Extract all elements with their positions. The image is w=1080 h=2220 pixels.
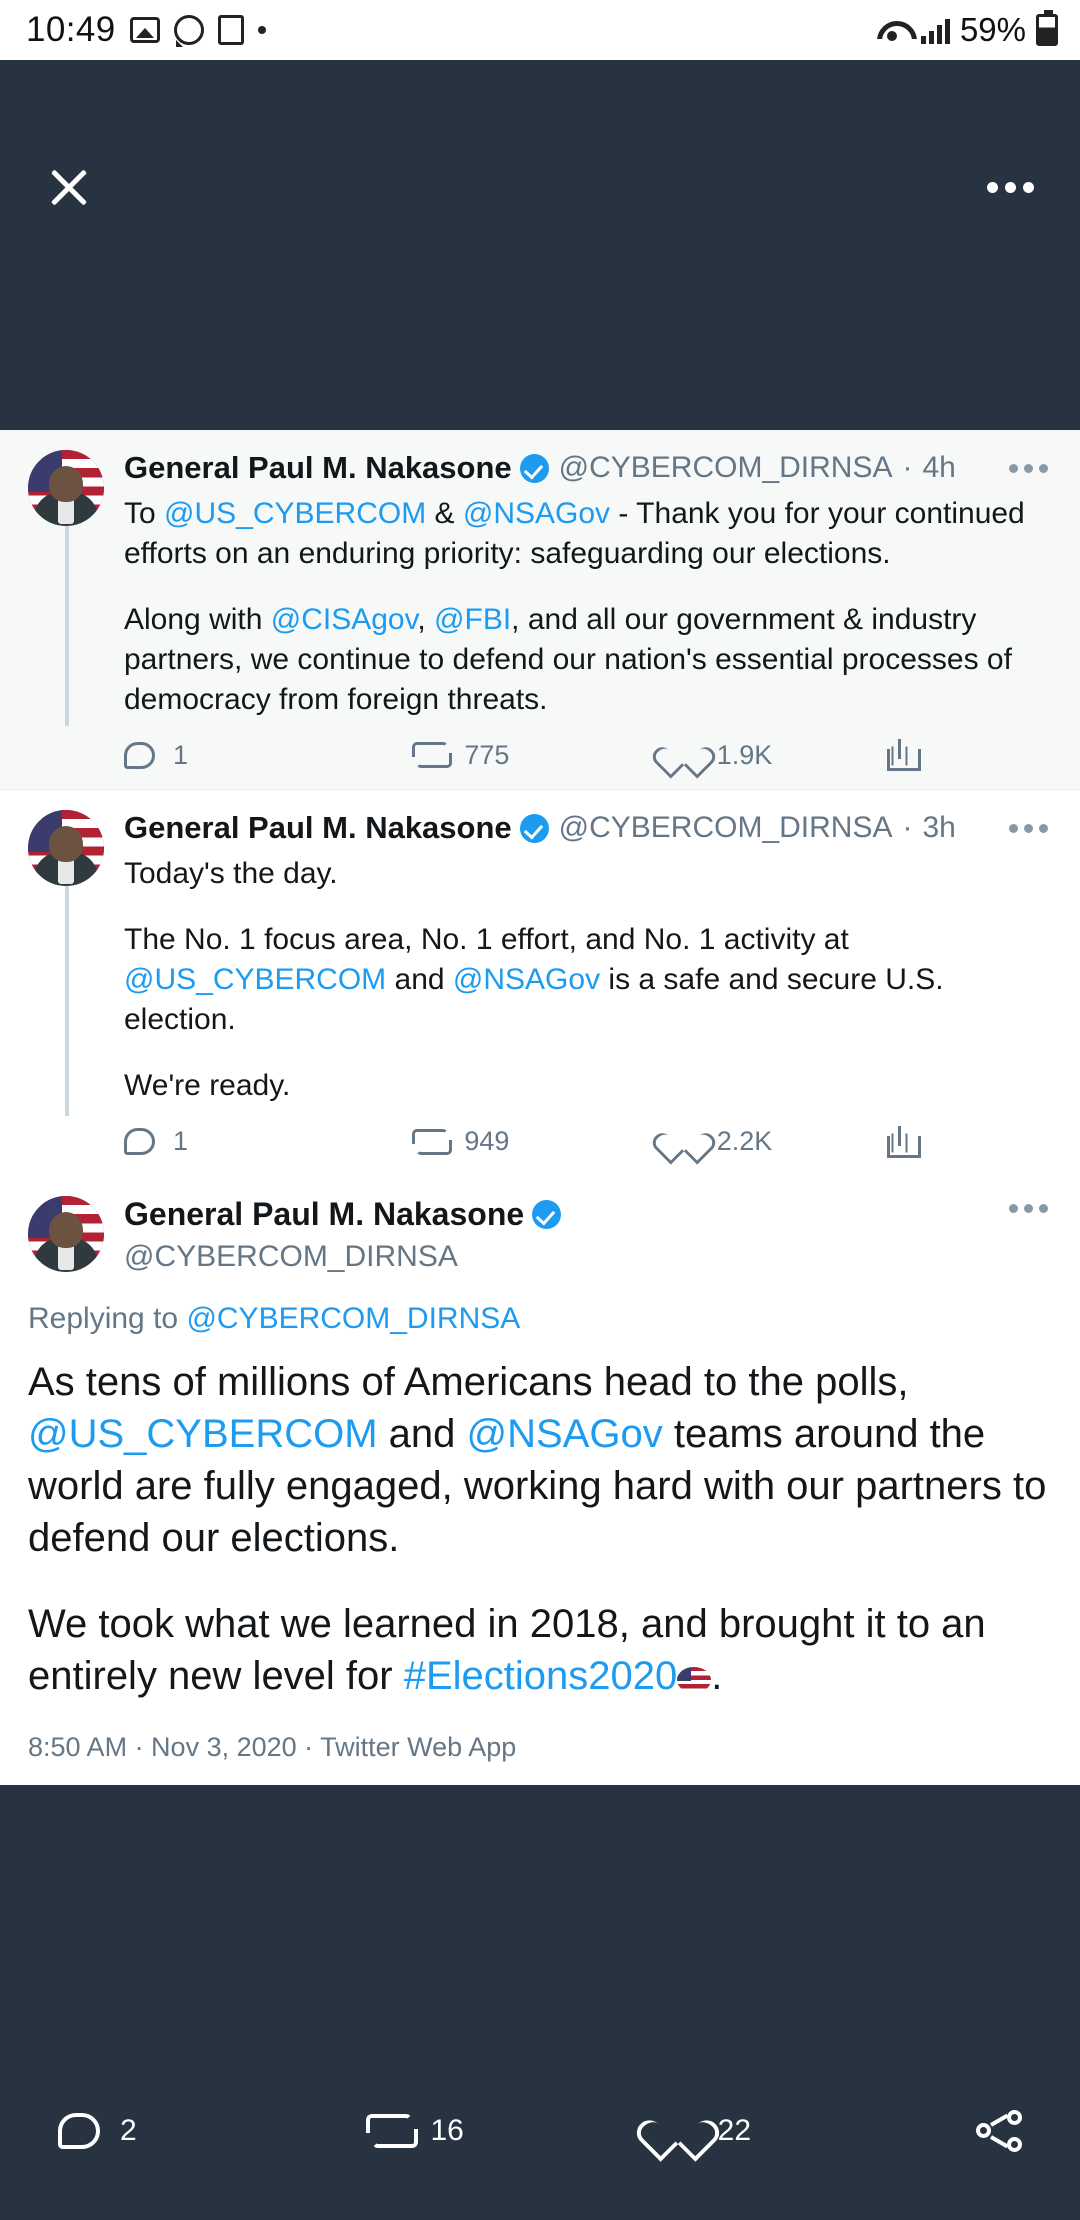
reply-button[interactable] [124, 740, 412, 771]
tweet-more-icon[interactable] [1009, 1204, 1052, 1274]
reply-count: 1 [173, 1126, 189, 1157]
tweet-ancestor-1[interactable] [0, 430, 1080, 790]
share-icon [887, 1126, 915, 1158]
tweet-paragraph: The No. 1 focus area, No. 1 effort, and No. 1 activity at @US_CYBERCOM and @NSAGov is a safe and secure U.S. election. [124, 923, 944, 1037]
like-count: 2.2K [716, 1126, 773, 1157]
like-button[interactable] [667, 1126, 887, 1157]
image-icon [130, 17, 160, 43]
author-name: General Paul M. Nakasone [124, 1195, 525, 1232]
reply-button[interactable] [124, 1126, 412, 1157]
close-icon[interactable] [46, 165, 90, 209]
dot-icon [258, 26, 266, 34]
author-handle: @CYBERCOM_DIRNSA [558, 811, 893, 845]
tweet-actions [124, 739, 1052, 789]
reply-icon [124, 742, 155, 769]
verified-badge-icon [520, 814, 549, 843]
focused-tweet-actions [0, 2071, 1080, 2191]
app-header [0, 60, 1080, 430]
mention-link[interactable]: @US_CYBERCOM [28, 1411, 378, 1456]
hashtag-link[interactable]: #Elections2020 [403, 1653, 678, 1698]
tweet-header [124, 810, 1052, 846]
whatsapp-icon [174, 15, 204, 45]
thread-connector [65, 886, 69, 1116]
text-run: . [711, 1653, 723, 1698]
share-icon [887, 739, 915, 771]
wifi-icon [877, 17, 911, 43]
reply-icon [58, 2113, 100, 2149]
tweet-paragraph [28, 1598, 1052, 1702]
avatar[interactable] [28, 810, 104, 886]
tweet-paragraph: To @US_CYBERCOM & @NSAGov - Thank you for your continued efforts on an enduring priority: safeguarding our elections. [124, 497, 1025, 570]
tweet-more-icon[interactable] [1009, 824, 1052, 833]
author-name: General Paul M. Nakasone [124, 450, 512, 485]
heart-icon [656, 2112, 698, 2150]
status-bar [0, 0, 1080, 60]
like-count: 22 [717, 2113, 752, 2147]
text-run: and [377, 1411, 467, 1456]
retweet-icon [412, 1129, 446, 1155]
clock: 10:49 [26, 10, 116, 49]
heart-icon [667, 1127, 699, 1156]
tweet-time: 4h [922, 451, 956, 484]
tweet-header [124, 450, 1052, 486]
battery-percent: 59% [959, 11, 1026, 48]
tweet-paragraph: Today's the day. [124, 857, 338, 891]
retweet-icon [412, 742, 446, 768]
replying-to-handle[interactable]: @CYBERCOM_DIRNSA [186, 1301, 521, 1335]
heart-icon [667, 741, 699, 770]
tweet-separator: · [902, 451, 913, 484]
author-handle: @CYBERCOM_DIRNSA [558, 451, 893, 484]
us-flag-emoji-icon [677, 1667, 711, 1693]
replying-to-prefix: Replying to [28, 1301, 179, 1335]
retweet-button[interactable] [412, 740, 666, 771]
retweet-button[interactable] [412, 1126, 666, 1157]
tweet-paragraph: Along with @CISAgov, @FBI, and all our government & industry partners, we continue to defend our nation's essential processes of democracy from foreign threats. [124, 602, 1012, 716]
tweet-time: 3h [922, 811, 956, 845]
tweet-timestamp: 8:50 AM · Nov 3, 2020 · Twitter Web App [28, 1731, 517, 1762]
tweet-ancestor-2[interactable] [0, 790, 1080, 1175]
signal-icon [921, 16, 950, 44]
more-options-icon[interactable] [987, 182, 1034, 193]
bottom-spacer [0, 1785, 1080, 2071]
avatar[interactable] [28, 450, 104, 526]
focused-tweet-header [28, 1196, 1052, 1274]
text-run: We took what we learned in 2018, and brought it to an entirely new level for [28, 1601, 986, 1698]
replying-to [28, 1302, 1052, 1336]
tweet-paragraph: We're ready. [124, 1069, 291, 1103]
retweet-button[interactable] [366, 2114, 655, 2148]
tweet-more-icon[interactable] [1009, 464, 1052, 473]
like-button[interactable] [667, 740, 887, 771]
tweet-thread [0, 430, 1080, 1785]
verified-badge-icon [532, 1200, 561, 1229]
document-icon [218, 15, 244, 45]
tweet-text [124, 494, 1052, 719]
tweet-separator: · [902, 811, 913, 845]
avatar[interactable] [28, 1196, 104, 1272]
share-button[interactable] [926, 2110, 1022, 2152]
reply-count: 1 [173, 739, 189, 770]
tweet-text [124, 854, 1052, 1105]
author-block[interactable] [104, 1196, 561, 1274]
mention-link[interactable]: @NSAGov [466, 1411, 663, 1456]
like-button[interactable] [656, 2112, 926, 2150]
system-nav-bar [0, 2191, 1080, 2220]
retweet-count: 16 [430, 2113, 464, 2147]
focused-tweet [0, 1176, 1080, 1785]
verified-badge-icon [520, 454, 549, 483]
tweet-actions [124, 1126, 1052, 1176]
status-bar-left [26, 10, 266, 50]
retweet-count: 775 [464, 739, 510, 770]
focused-tweet-text [28, 1356, 1052, 1702]
text-run: As tens of millions of Americans head to the polls, [28, 1359, 909, 1404]
status-bar-right [877, 11, 1058, 49]
reply-count: 2 [120, 2113, 137, 2147]
thread-connector [65, 526, 69, 726]
share-button[interactable] [887, 739, 972, 771]
share-button[interactable] [887, 1126, 972, 1158]
reply-button[interactable] [58, 2113, 366, 2149]
share-icon [976, 2110, 1022, 2152]
author-name: General Paul M. Nakasone [124, 810, 512, 846]
like-count: 1.9K [716, 739, 773, 770]
tweet-paragraph [28, 1356, 1052, 1564]
battery-icon [1036, 14, 1058, 46]
retweet-icon [366, 2114, 410, 2148]
text-run: teams around the world are fully engaged, working hard with our partners to defend our elections. [28, 1411, 1047, 1560]
author-handle: @CYBERCOM_DIRNSA [124, 1239, 458, 1273]
reply-icon [124, 1128, 155, 1155]
retweet-count: 949 [464, 1126, 510, 1157]
